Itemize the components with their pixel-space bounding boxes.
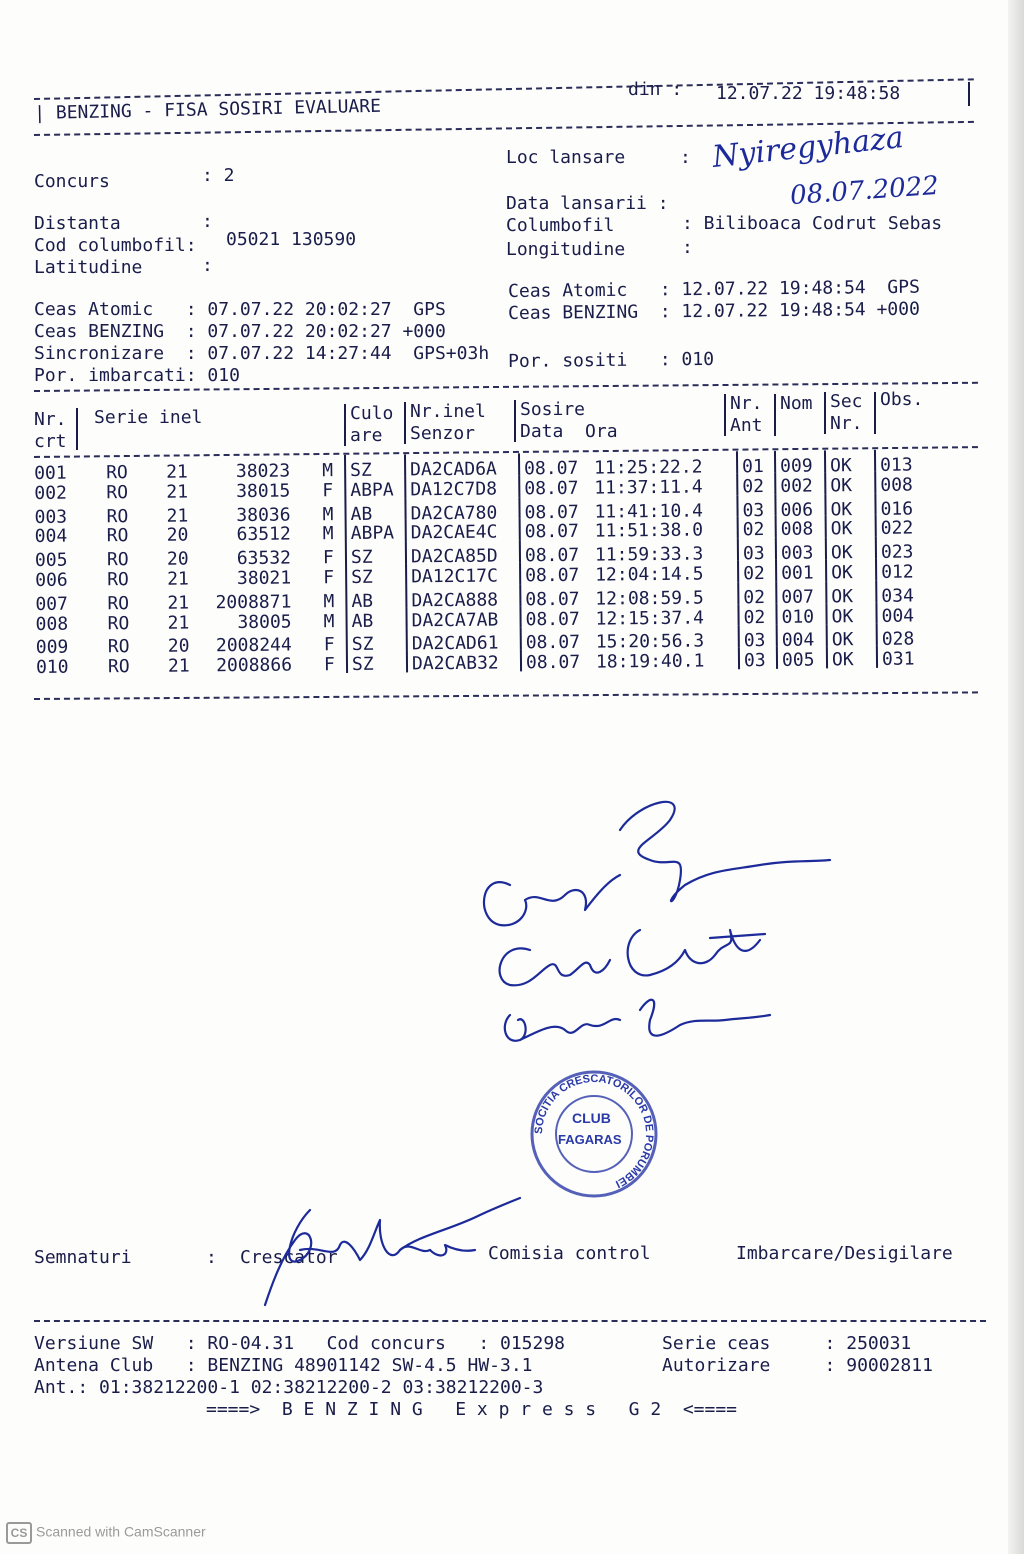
footer-line4-brand: ====> B E N Z I N G E x p r e s s G 2 <====: [206, 1399, 738, 1420]
cell-data: 08.07: [525, 564, 580, 587]
stamp-center-2: FAGARAS: [558, 1132, 622, 1147]
cell-separator: [404, 476, 406, 498]
cell-separator: [875, 559, 877, 581]
cell-an: 20: [166, 548, 189, 570]
cell-tara: RO: [107, 612, 130, 634]
cell-separator: [774, 473, 776, 495]
cell-an: 20: [166, 524, 189, 547]
cell-separator: [406, 651, 408, 673]
header-sep-8: [874, 392, 876, 434]
loc-lansare-colon: :: [680, 147, 691, 168]
cell-separator: [405, 563, 407, 585]
longitudine-value: :: [682, 237, 693, 258]
cell-ant: 02: [742, 519, 765, 541]
cell-ora: 12:08:59.5: [595, 587, 704, 610]
camscanner-logo-icon: CS: [6, 1522, 32, 1544]
cell-ora: 11:51:38.0: [594, 519, 704, 543]
cell-separator: [824, 450, 826, 472]
por-sositi: Por. sositi : 010: [507, 348, 715, 372]
cell-separator: [826, 625, 828, 647]
header-title-box: | BENZING - FISA SOSIRI EVALUARE: [33, 95, 382, 124]
cell-data: 08.07: [524, 457, 579, 480]
ceas-benzing-right: Ceas BENZING : 12.07.22 19:48:54 +000: [507, 298, 920, 324]
cell-obs: 028: [881, 628, 915, 651]
cell-separator: [520, 628, 522, 650]
imbarcare-desigilare-label: Imbarcare/Desigilare: [736, 1243, 953, 1264]
cell-culoare: AB: [350, 503, 373, 525]
cell-separator: [776, 647, 778, 669]
col-nr-crt-2: crt: [34, 431, 67, 452]
col-sosire-1: Sosire: [520, 399, 586, 420]
footer-line2-left: Antena Club : BENZING 48901142 SW-4.5 HW-3.1: [34, 1355, 533, 1376]
cell-inel: 38005: [237, 611, 292, 633]
cell-sec: OK: [830, 542, 853, 564]
cell-nr: 004: [34, 526, 68, 548]
cell-separator: [737, 517, 739, 539]
cod-columbofil-label: Cod columbofil:: [34, 235, 197, 256]
cell-ant: 02: [743, 586, 766, 608]
cell-sec: OK: [830, 518, 853, 540]
cell-ora: 12:04:14.5: [595, 563, 704, 586]
cell-separator: [737, 582, 739, 604]
scanner-watermark: [6, 1522, 206, 1544]
cell-sec: OK: [831, 605, 854, 627]
col-serie-inel: Serie inel: [94, 407, 203, 428]
col-culoare-1: Culo: [350, 403, 394, 424]
cell-separator: [345, 520, 347, 542]
arrivals-table: [34, 449, 980, 688]
cell-separator: [876, 646, 878, 668]
scanner-text: Scanned with CamScanner: [36, 1523, 206, 1540]
cell-tara: RO: [106, 549, 129, 571]
cell-ant: 01: [742, 455, 764, 478]
cell-senzor: DA2CAB32: [411, 652, 499, 675]
cell-inel: 38015: [236, 480, 291, 502]
cell-separator: [874, 494, 876, 516]
cell-tara: RO: [107, 592, 130, 615]
sincronizare-left: Sincronizare : 07.07.22 14:27:44 GPS+03h: [34, 343, 490, 364]
cell-data: 08.07: [524, 544, 580, 567]
cell-culoare: ABPA: [350, 522, 395, 545]
cell-tara: RO: [106, 525, 129, 547]
cell-separator: [775, 560, 777, 582]
cell-inel: 38023: [235, 460, 291, 483]
cell-an: 21: [167, 655, 190, 677]
footer-line1-right: Serie ceas : 250031: [662, 1333, 912, 1354]
col-nr-crt-1: Nr.: [34, 409, 67, 430]
cell-an: 21: [166, 481, 189, 503]
cell-separator: [736, 451, 738, 473]
cell-ora: 11:59:33.3: [594, 543, 704, 566]
cell-separator: [875, 603, 877, 625]
cell-obs: 004: [881, 605, 915, 627]
cell-separator: [774, 451, 776, 473]
cell-data: 08.07: [525, 588, 580, 611]
cell-sex: M: [323, 610, 335, 632]
cell-tara: RO: [106, 505, 129, 527]
cell-senzor: DA2CA85D: [410, 545, 498, 568]
cod-columbofil-value: 05021 130590: [226, 229, 357, 250]
cell-nom: 007: [781, 586, 814, 608]
cell-sec: OK: [830, 498, 853, 520]
cell-ora: 11:41:10.4: [594, 500, 704, 523]
loc-lansare-label: Loc lansare: [506, 147, 626, 168]
cell-separator: [826, 647, 828, 669]
header-sep-5: [724, 394, 726, 436]
cell-separator: [774, 494, 776, 516]
cell-separator: [775, 538, 777, 560]
footer-line3-antennas: Ant.: 01:38212200-1 02:38212200-2 03:38212200-3: [34, 1377, 544, 1398]
header-datetime: 12.07.22 19:48:58: [716, 83, 901, 104]
cell-separator: [738, 626, 740, 648]
cell-tara: RO: [106, 462, 128, 484]
cell-senzor: DA12C17C: [411, 565, 498, 588]
loc-lansare-handwritten: Nyiregyhaza: [710, 120, 906, 175]
page-edge-shadow: [1008, 0, 1024, 1554]
cell-separator: [874, 472, 876, 494]
cell-separator: [518, 453, 520, 475]
header-sep-7: [824, 392, 826, 434]
cell-separator: [405, 607, 407, 629]
cell-nr: 007: [35, 593, 69, 615]
cell-separator: [875, 537, 877, 559]
cell-nom: 006: [780, 499, 814, 521]
cell-separator: [345, 542, 347, 564]
distanta-label: Distanta: [34, 213, 121, 234]
cell-separator: [824, 494, 826, 516]
cell-separator: [519, 584, 521, 606]
col-sec-2: Nr.: [830, 413, 863, 434]
columbofil-label: Columbofil: [506, 215, 615, 236]
comisia-control-label: Comisia control: [488, 1243, 651, 1264]
cell-separator: [825, 581, 827, 603]
table-bottom-divider: [34, 691, 978, 700]
cell-nr: 001: [34, 462, 67, 484]
cell-separator: [775, 516, 777, 538]
cell-sec: OK: [831, 562, 853, 584]
crescator-signature: [250, 1190, 530, 1310]
cell-senzor: DA2CAE4C: [410, 521, 498, 544]
cell-sex: M: [322, 503, 334, 525]
cell-nom: 008: [780, 518, 814, 541]
cell-ant: 03: [743, 650, 766, 672]
cell-separator: [405, 520, 407, 542]
concurs-label: Concurs: [34, 171, 110, 192]
footer-line1-left: Versiune SW : RO-04.31 Cod concurs : 015298: [34, 1333, 566, 1354]
cell-culoare: AB: [351, 610, 374, 632]
cell-separator: [825, 516, 827, 538]
cell-sex: F: [323, 634, 335, 656]
crescator-label: Crescator: [240, 1247, 338, 1268]
cell-separator: [344, 455, 346, 477]
ceas-atomic-left: Ceas Atomic : 07.07.22 20:02:27 GPS: [34, 299, 446, 320]
col-nr-inel-2: Senzor: [410, 423, 476, 444]
cell-sex: F: [323, 654, 335, 676]
col-obs: Obs.: [880, 389, 924, 410]
cell-separator: [519, 519, 521, 541]
cell-senzor: DA2CA888: [411, 589, 499, 612]
columbofil-value: : Biliboaca Codrut Sebas: [682, 213, 943, 234]
cell-separator: [776, 625, 778, 647]
por-imbarcati: Por. imbarcati: 010: [34, 365, 240, 386]
cell-obs: 023: [880, 541, 914, 564]
cell-data: 08.07: [524, 477, 579, 500]
header-sep-3: [404, 402, 406, 444]
cell-ora: 18:19:40.1: [595, 650, 705, 673]
cell-sex: F: [322, 547, 334, 569]
cell-senzor: DA2CAD61: [411, 632, 499, 655]
ceas-atomic-right: Ceas Atomic : 12.07.22 19:48:54 GPS: [507, 276, 920, 302]
cell-culoare: SZ: [350, 546, 373, 569]
cell-an: 21: [166, 461, 188, 483]
cell-culoare: AB: [351, 590, 374, 612]
cell-separator: [824, 472, 826, 494]
cell-an: 21: [167, 612, 190, 634]
cell-separator: [518, 497, 520, 519]
cell-sec: OK: [831, 629, 854, 651]
cell-obs: 016: [880, 498, 914, 520]
cell-an: 21: [166, 505, 189, 527]
cell-nr: 008: [35, 613, 69, 635]
longitudine-label: Longitudine: [506, 239, 626, 260]
header-sep-1: [76, 408, 78, 450]
cell-an: 20: [167, 635, 190, 658]
concurs-value: : 2: [202, 165, 235, 186]
semnaturi-label: Semnaturi: [34, 1247, 132, 1268]
cell-sex: F: [322, 479, 334, 502]
cell-data: 08.07: [525, 608, 580, 630]
cell-culoare: SZ: [351, 634, 374, 656]
col-sosire-2: Data Ora: [520, 421, 618, 442]
cell-data: 08.07: [524, 501, 579, 523]
cell-separator: [404, 498, 406, 520]
cell-separator: [874, 450, 876, 472]
cell-senzor: DA2CAD6A: [410, 458, 497, 481]
cell-data: 08.07: [524, 521, 580, 543]
cell-inel: 2008871: [215, 591, 292, 614]
cell-separator: [345, 608, 347, 630]
data-lansarii-handwritten: 08.07.2022: [789, 170, 940, 212]
latitudine-value: :: [202, 255, 213, 276]
cell-sex: F: [323, 567, 335, 589]
cell-ant: 03: [742, 543, 765, 565]
stamp-center-1: CLUB: [572, 1110, 611, 1126]
cell-nom: 004: [781, 629, 815, 652]
cell-separator: [875, 515, 877, 537]
cell-separator: [345, 586, 347, 608]
latitudine-label: Latitudine: [34, 257, 143, 278]
col-nr-ant-2: Ant: [730, 415, 763, 436]
cell-senzor: DA2CA7AB: [411, 609, 499, 631]
cell-separator: [519, 541, 521, 563]
footer-line2-right: Autorizare : 90002811: [662, 1355, 933, 1376]
cell-separator: [737, 538, 739, 560]
cell-inel: 63532: [236, 547, 292, 570]
cell-separator: [825, 559, 827, 581]
col-nr-ant-1: Nr.: [730, 393, 763, 414]
cell-nom: 010: [781, 606, 815, 628]
cell-an: 21: [167, 592, 190, 614]
cell-obs: 022: [880, 517, 914, 540]
cell-separator: [775, 603, 777, 625]
header-sep-4: [514, 400, 516, 442]
cell-separator: [344, 477, 346, 499]
cell-inel: 63512: [236, 523, 291, 546]
stamp-ring-text: SOCITIA CRESCATORILOR DE PORUMBEI: [532, 1072, 656, 1190]
cell-separator: [520, 650, 522, 672]
cell-data: 08.07: [525, 632, 581, 654]
cell-tara: RO: [107, 569, 129, 591]
col-sec-1: Sec: [830, 391, 863, 412]
cell-nom: 003: [780, 542, 814, 565]
header-sep-6: [774, 394, 776, 436]
cell-ant: 03: [742, 499, 765, 521]
committee-signatures: [470, 790, 850, 1090]
cell-ora: 15:20:56.3: [595, 630, 705, 654]
cell-culoare: SZ: [350, 459, 372, 481]
cell-separator: [406, 629, 408, 651]
cell-separator: [876, 624, 878, 646]
club-stamp: [524, 1064, 664, 1204]
cell-inel: 2008866: [216, 654, 293, 677]
cell-separator: [344, 499, 346, 521]
cell-separator: [737, 560, 739, 582]
cell-separator: [737, 604, 739, 626]
cell-nr: 005: [34, 549, 68, 572]
cell-separator: [736, 495, 738, 517]
cell-separator: [346, 651, 348, 673]
cell-ora: 12:15:37.4: [595, 607, 705, 630]
cell-nom: 001: [781, 562, 814, 584]
cell-obs: 013: [880, 454, 913, 476]
cell-nr: 006: [35, 569, 68, 591]
cell-separator: [875, 581, 877, 603]
cell-culoare: SZ: [351, 653, 374, 676]
cell-ant: 02: [743, 606, 766, 628]
header-din-label: din :: [628, 79, 683, 100]
cell-ora: 11:25:22.2: [594, 456, 703, 479]
cell-nom: 005: [781, 649, 815, 672]
cell-nr: 009: [35, 637, 69, 659]
cell-separator: [519, 562, 521, 584]
cell-obs: 031: [881, 648, 915, 671]
cell-data: 08.07: [525, 651, 581, 674]
cell-sec: OK: [831, 585, 854, 608]
cell-separator: [346, 629, 348, 651]
cell-tara: RO: [107, 656, 130, 678]
distanta-value: :: [202, 211, 213, 232]
cell-an: 21: [167, 568, 189, 590]
col-nr-inel-1: Nr.inel: [410, 401, 486, 422]
cell-separator: [736, 473, 738, 495]
header-sep-2: [344, 404, 346, 446]
cell-sex: M: [323, 590, 335, 613]
cell-separator: [405, 542, 407, 564]
cell-separator: [825, 603, 827, 625]
cell-separator: [825, 538, 827, 560]
cell-tara: RO: [106, 481, 129, 504]
cell-separator: [345, 564, 347, 586]
cell-separator: [405, 585, 407, 607]
data-lansarii-label: Data lansarii :: [506, 193, 669, 214]
cell-separator: [404, 454, 406, 476]
semnaturi-colon: :: [206, 1247, 217, 1268]
cell-sex: M: [322, 460, 334, 482]
cell-separator: [738, 647, 740, 669]
cell-obs: 034: [881, 585, 914, 607]
cell-ant: 02: [743, 562, 765, 585]
cell-inel: 38021: [236, 567, 292, 590]
cell-senzor: DA2CA780: [410, 502, 498, 524]
cell-nr: 010: [35, 656, 69, 679]
cell-nom: 002: [780, 475, 813, 497]
cell-senzor: DA12C7D8: [410, 478, 498, 501]
cell-sec: OK: [830, 474, 853, 497]
cell-sec: OK: [831, 649, 854, 671]
col-nom: Nom: [780, 393, 813, 414]
cell-nr: 003: [34, 506, 68, 528]
cell-sec: OK: [830, 455, 852, 477]
cell-inel: 38036: [236, 504, 291, 526]
cell-obs: 012: [881, 561, 914, 583]
footer-top-divider: [34, 1320, 986, 1322]
cell-culoare: ABPA: [350, 479, 394, 501]
col-culoare-2: are: [350, 425, 383, 446]
cell-separator: [519, 606, 521, 628]
cell-separator: [775, 582, 777, 604]
cell-obs: 008: [880, 474, 913, 496]
cell-ant: 02: [742, 475, 765, 497]
cell-separator: [518, 475, 520, 497]
cell-culoare: SZ: [351, 566, 373, 588]
cell-inel: 2008244: [215, 634, 292, 657]
document-title: BENZING - FISA SOSIRI EVALUARE: [55, 95, 382, 124]
ceas-benzing-left: Ceas BENZING : 07.07.22 20:02:27 +000: [34, 321, 446, 342]
cell-sex: M: [322, 523, 334, 545]
cell-ora: 11:37:11.4: [594, 476, 703, 499]
cell-tara: RO: [107, 636, 130, 658]
cell-nom: 009: [780, 455, 813, 477]
cell-ant: 03: [743, 630, 766, 652]
cell-nr: 002: [34, 482, 67, 504]
header-right-bar: [968, 82, 970, 106]
